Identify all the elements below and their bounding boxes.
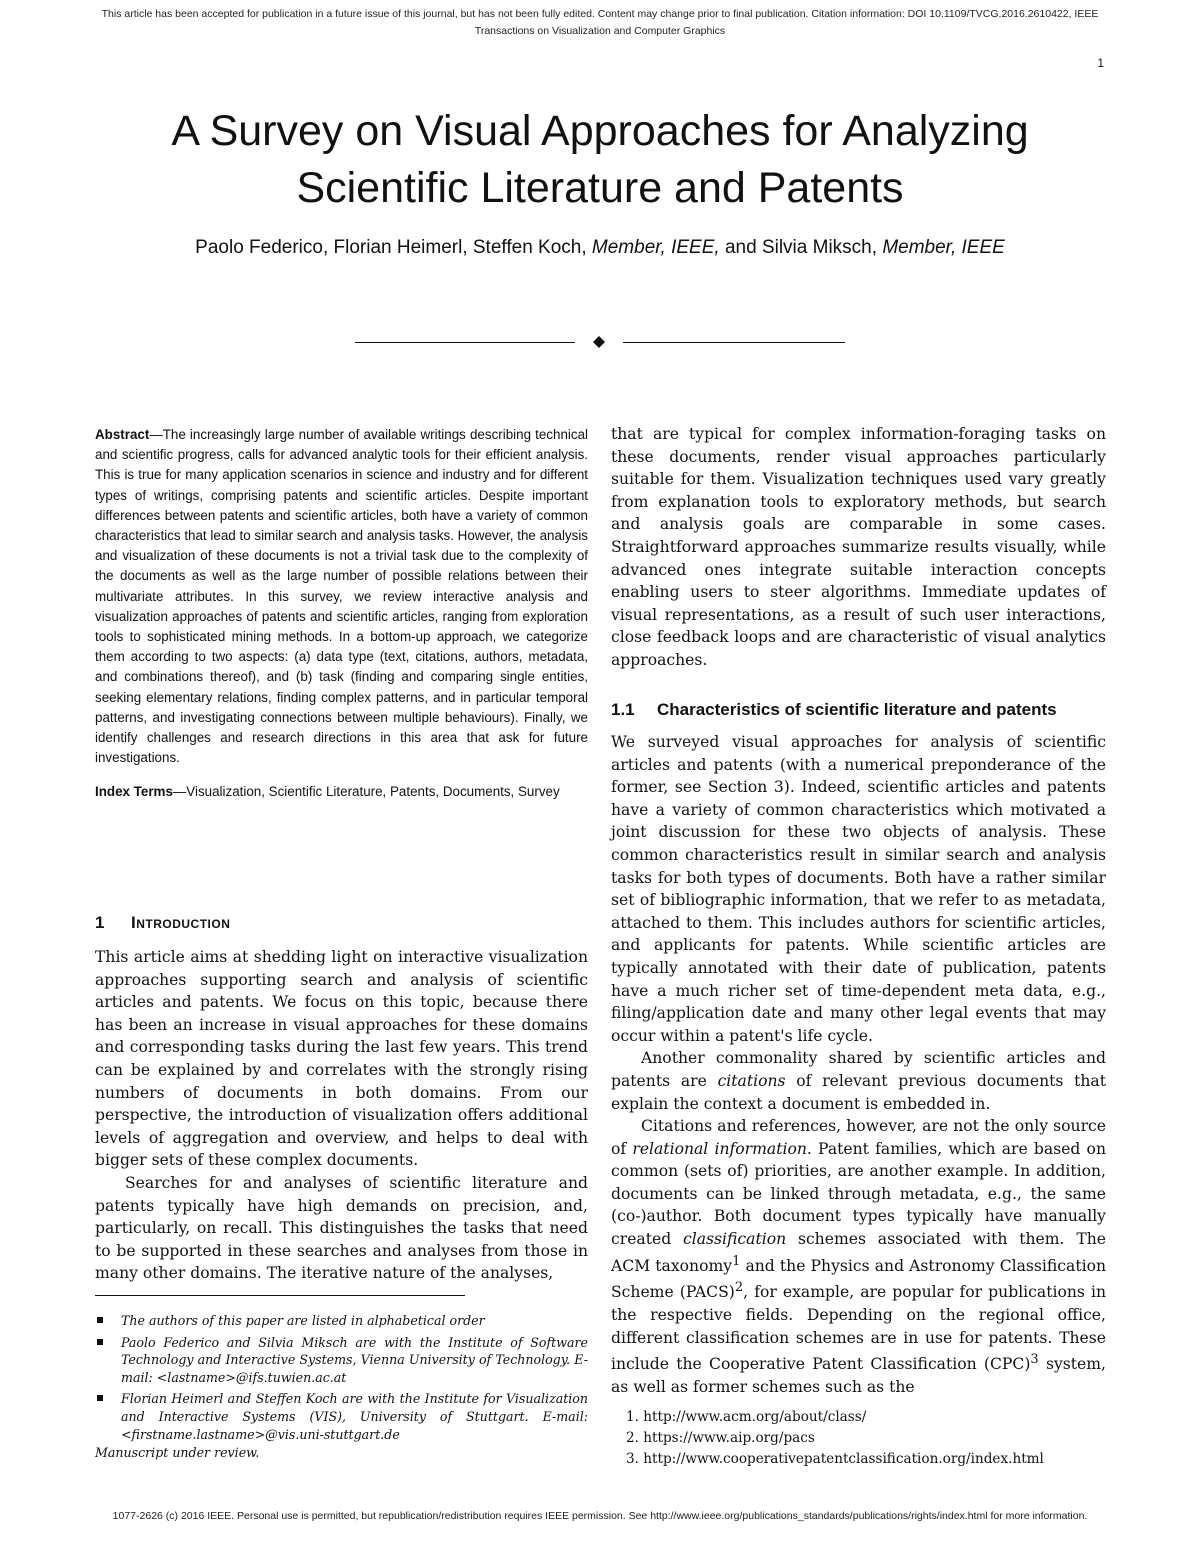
footnote-rule xyxy=(95,1295,465,1296)
subsection-number: 1.1 xyxy=(611,700,635,719)
text-run: of relevant previous documents that explain the context a document is embedded in. xyxy=(611,1071,1106,1113)
title-line-1: A Survey on Visual Approaches for Analyzing xyxy=(171,107,1029,155)
diamond-ornament-icon xyxy=(593,336,605,348)
intro-paragraph-2: Searches for and analyses of scientific literature and patents typically have high demands on precision, and, particularly, on recall. This distinguishes the tasks that need to be supported in these searches and analyses from those in many other domains. The iterative nature of the analyses, xyxy=(95,1173,588,1283)
notice-line-2: Transactions on Visualization and Computer Graphics xyxy=(474,25,726,37)
page-number: 1 xyxy=(1097,56,1104,70)
footnote-text: The authors of this paper are listed in alphabetical order xyxy=(121,1313,485,1328)
abstract xyxy=(95,425,588,768)
index-terms xyxy=(95,782,588,802)
bullet-icon xyxy=(97,1395,103,1401)
index-terms-label: Index Terms xyxy=(95,784,173,800)
footnote-ref-3: 3 xyxy=(1030,1352,1039,1368)
author-names-1: Paolo Federico, Florian Heimerl, Steffen Koch, xyxy=(195,237,592,258)
section-heading-introduction xyxy=(95,913,230,933)
text-run: . Patent families, which are based on common (sets of) priorities, are another example. In addition, documents can be linked through metadata, e.g., the same (co-)author. Both document types typically have manually created xyxy=(611,1139,1106,1249)
abstract-text: —The increasingly large number of available writings describing technical and scientific progress, calls for advanced analytic tools for their efficient analysis. This is true for many application scenarios in science and industry and for different types of writings, comprising patents and scientific articles. Despite important differences between patents and scientific articles, both have a variety of common characteristics that lead to similar search and analysis tasks. However, the analysis and visualization of these documents is not a trivial task due to the complexity of the documents as well as the large number of possible relations between their multivariate attributes. In this survey, we review interactive analysis and visualization approaches of patents and scientific articles, ranging from exploration tools to sophisticated mining methods. In a bottom-up approach, we categorize them according to two aspects: (a) data type (text, citations, authors, metadata, and combinations thereof), and (b) task (finding and comparing single entities, seeking elementary relations, finding complex patterns, and in particular temporal patterns, and investigating connections between multiple behaviours). Finally, we identify challenges and research directions in this area that ask for future investigations. xyxy=(95,427,588,766)
author-membership-1: Member, IEEE, xyxy=(591,237,720,258)
right-paragraph-1: that are typical for complex information-foraging tasks on these documents, render visual approaches particularly suitable for them. Visualization techniques used vary greatly from explanation tools to exploratory methods, but search and analysis goals are comparable in some cases. Straightforward approaches summarize results visually, while advanced ones integrate suitable interaction concepts enabling users to steer algorithms. Immediate updates of visual representations, as a result of such user interactions, close feedback loops and are characteristic of visual analytics approaches. xyxy=(611,425,1106,669)
footnote-ref-1: 1 xyxy=(732,1253,741,1269)
text-run: schemes associated with them. The ACM taxonomy xyxy=(611,1230,1106,1275)
url-footnote-acm: 1. http://www.acm.org/about/class/ xyxy=(626,1409,867,1425)
publication-notice xyxy=(0,6,1200,40)
text-run: Citations and references, however, are not the only source of xyxy=(611,1117,1106,1158)
section-title: Introduction xyxy=(131,913,231,932)
separator-rule-right xyxy=(623,342,845,343)
url-footnote-pacs: 2. https://www.aip.org/pacs xyxy=(626,1430,815,1446)
author-list xyxy=(60,237,1140,259)
text-run: system, as well as former schemes such as the xyxy=(611,1355,1106,1397)
author-footnotes xyxy=(95,1312,588,1447)
emphasis-citations: citations xyxy=(717,1071,786,1090)
manuscript-note: Manuscript under review. xyxy=(95,1445,260,1460)
characteristics-paragraph-3 xyxy=(611,1115,1106,1399)
copyright-notice: 1077-2626 (c) 2016 IEEE. Personal use is permitted, but republication/redistribution requires IEEE permission. See http://www.ieee.org/publications_standards/publications/rights/index.html for more information. xyxy=(112,1510,1088,1522)
section-number: 1 xyxy=(95,913,105,932)
url-footnotes xyxy=(626,1407,1106,1470)
notice-line-1: This article has been accepted for publication in a future issue of this journal, but has not been fully edited. Content may change prior to final publication. Citation information: DOI 10.1109/TVCG.2016.2610422, IEEE xyxy=(101,8,1099,20)
paper-title xyxy=(60,103,1140,217)
characteristics-paragraph-1: We surveyed visual approaches for analysis of scientific articles and patents (with a numerical preponderance of the former, see Section 3). Indeed, scientific articles and patents have a variety of common characteristics which motivated a joint discussion for these two objects of analysis. These common characteristics result in similar search and analysis tasks for both types of documents. Both have a rather similar set of bibliographic information, that we refer to as metadata, attached to them. This includes authors for scientific articles, and applicants for patents. While scientific articles are typically annotated with their date of publication, patents have a much richer set of time-dependent meta data, e.g., filing/application date and many other legal events that may occur within a patent's life cycle. xyxy=(611,733,1106,1045)
footnote-text: Florian Heimerl and Steffen Koch are with the Institute for Visualization and Interactive Systems (VIS), University of Stuttgart. E-mail: <firstname.lastname>@vis.uni-stuttgart.de xyxy=(121,1391,588,1442)
abstract-label: Abstract xyxy=(95,427,150,442)
footnote-ref-2: 2 xyxy=(734,1280,744,1296)
emphasis-classification: classification xyxy=(683,1230,787,1249)
url-footnote-cpc: 3. http://www.cooperativepatentclassification.org/index.html xyxy=(626,1451,1044,1467)
title-separator xyxy=(355,333,845,353)
characteristics-paragraph-2 xyxy=(611,1047,1106,1115)
characteristics-body xyxy=(611,731,1106,1399)
author-membership-2: Member, IEEE xyxy=(882,237,1005,258)
footnote-item xyxy=(95,1390,588,1443)
text-run: Another commonality shared by scientific articles and patents are xyxy=(611,1049,1106,1090)
footnote-item xyxy=(95,1334,588,1387)
footnote-text: Paolo Federico and Silvia Miksch are with the Institute of Software Technology and Interactive Systems, Vienna University of Technology. E-mail: <lastname>@ifs.tuwien.ac.at xyxy=(121,1334,588,1385)
bullet-icon xyxy=(97,1317,103,1323)
separator-rule-left xyxy=(355,342,575,343)
subsection-title: Characteristics of scientific literature and patents xyxy=(657,700,1057,719)
subsection-heading xyxy=(611,700,1057,720)
author-names-2: and Silvia Miksch, xyxy=(719,237,883,258)
left-column xyxy=(95,425,588,1460)
index-terms-text: —Visualization, Scientific Literature, Patents, Documents, Survey xyxy=(172,784,560,800)
text-run: and the Physics and Astronomy Classification Scheme (PACS) xyxy=(611,1256,1107,1302)
intro-paragraph-1: This article aims at shedding light on interactive visualization approaches supporting search and analysis of scientific articles and patents. We focus on this topic, because there has been an increase in visual approaches for these domains and corresponding tasks during the last few years. This trend can be explained by and correlates with the strongly rising numbers of documents in both domains. From our perspective, the introduction of visualization offers additional levels of aggregation and overview, and helps to deal with bigger sets of these complex documents. xyxy=(95,948,588,1170)
footnote-item xyxy=(95,1312,588,1330)
introduction-body xyxy=(95,946,588,1285)
text-run: , for example, are popular for publications in the respective fields. Depending on the regional office, different classification schemes are in use for patents. These include the Cooperative Patent Classification (CPC) xyxy=(611,1283,1106,1374)
title-line-2: Scientific Literature and Patents xyxy=(296,164,904,212)
bullet-icon xyxy=(97,1339,103,1345)
emphasis-relational-information: relational information xyxy=(632,1139,807,1158)
